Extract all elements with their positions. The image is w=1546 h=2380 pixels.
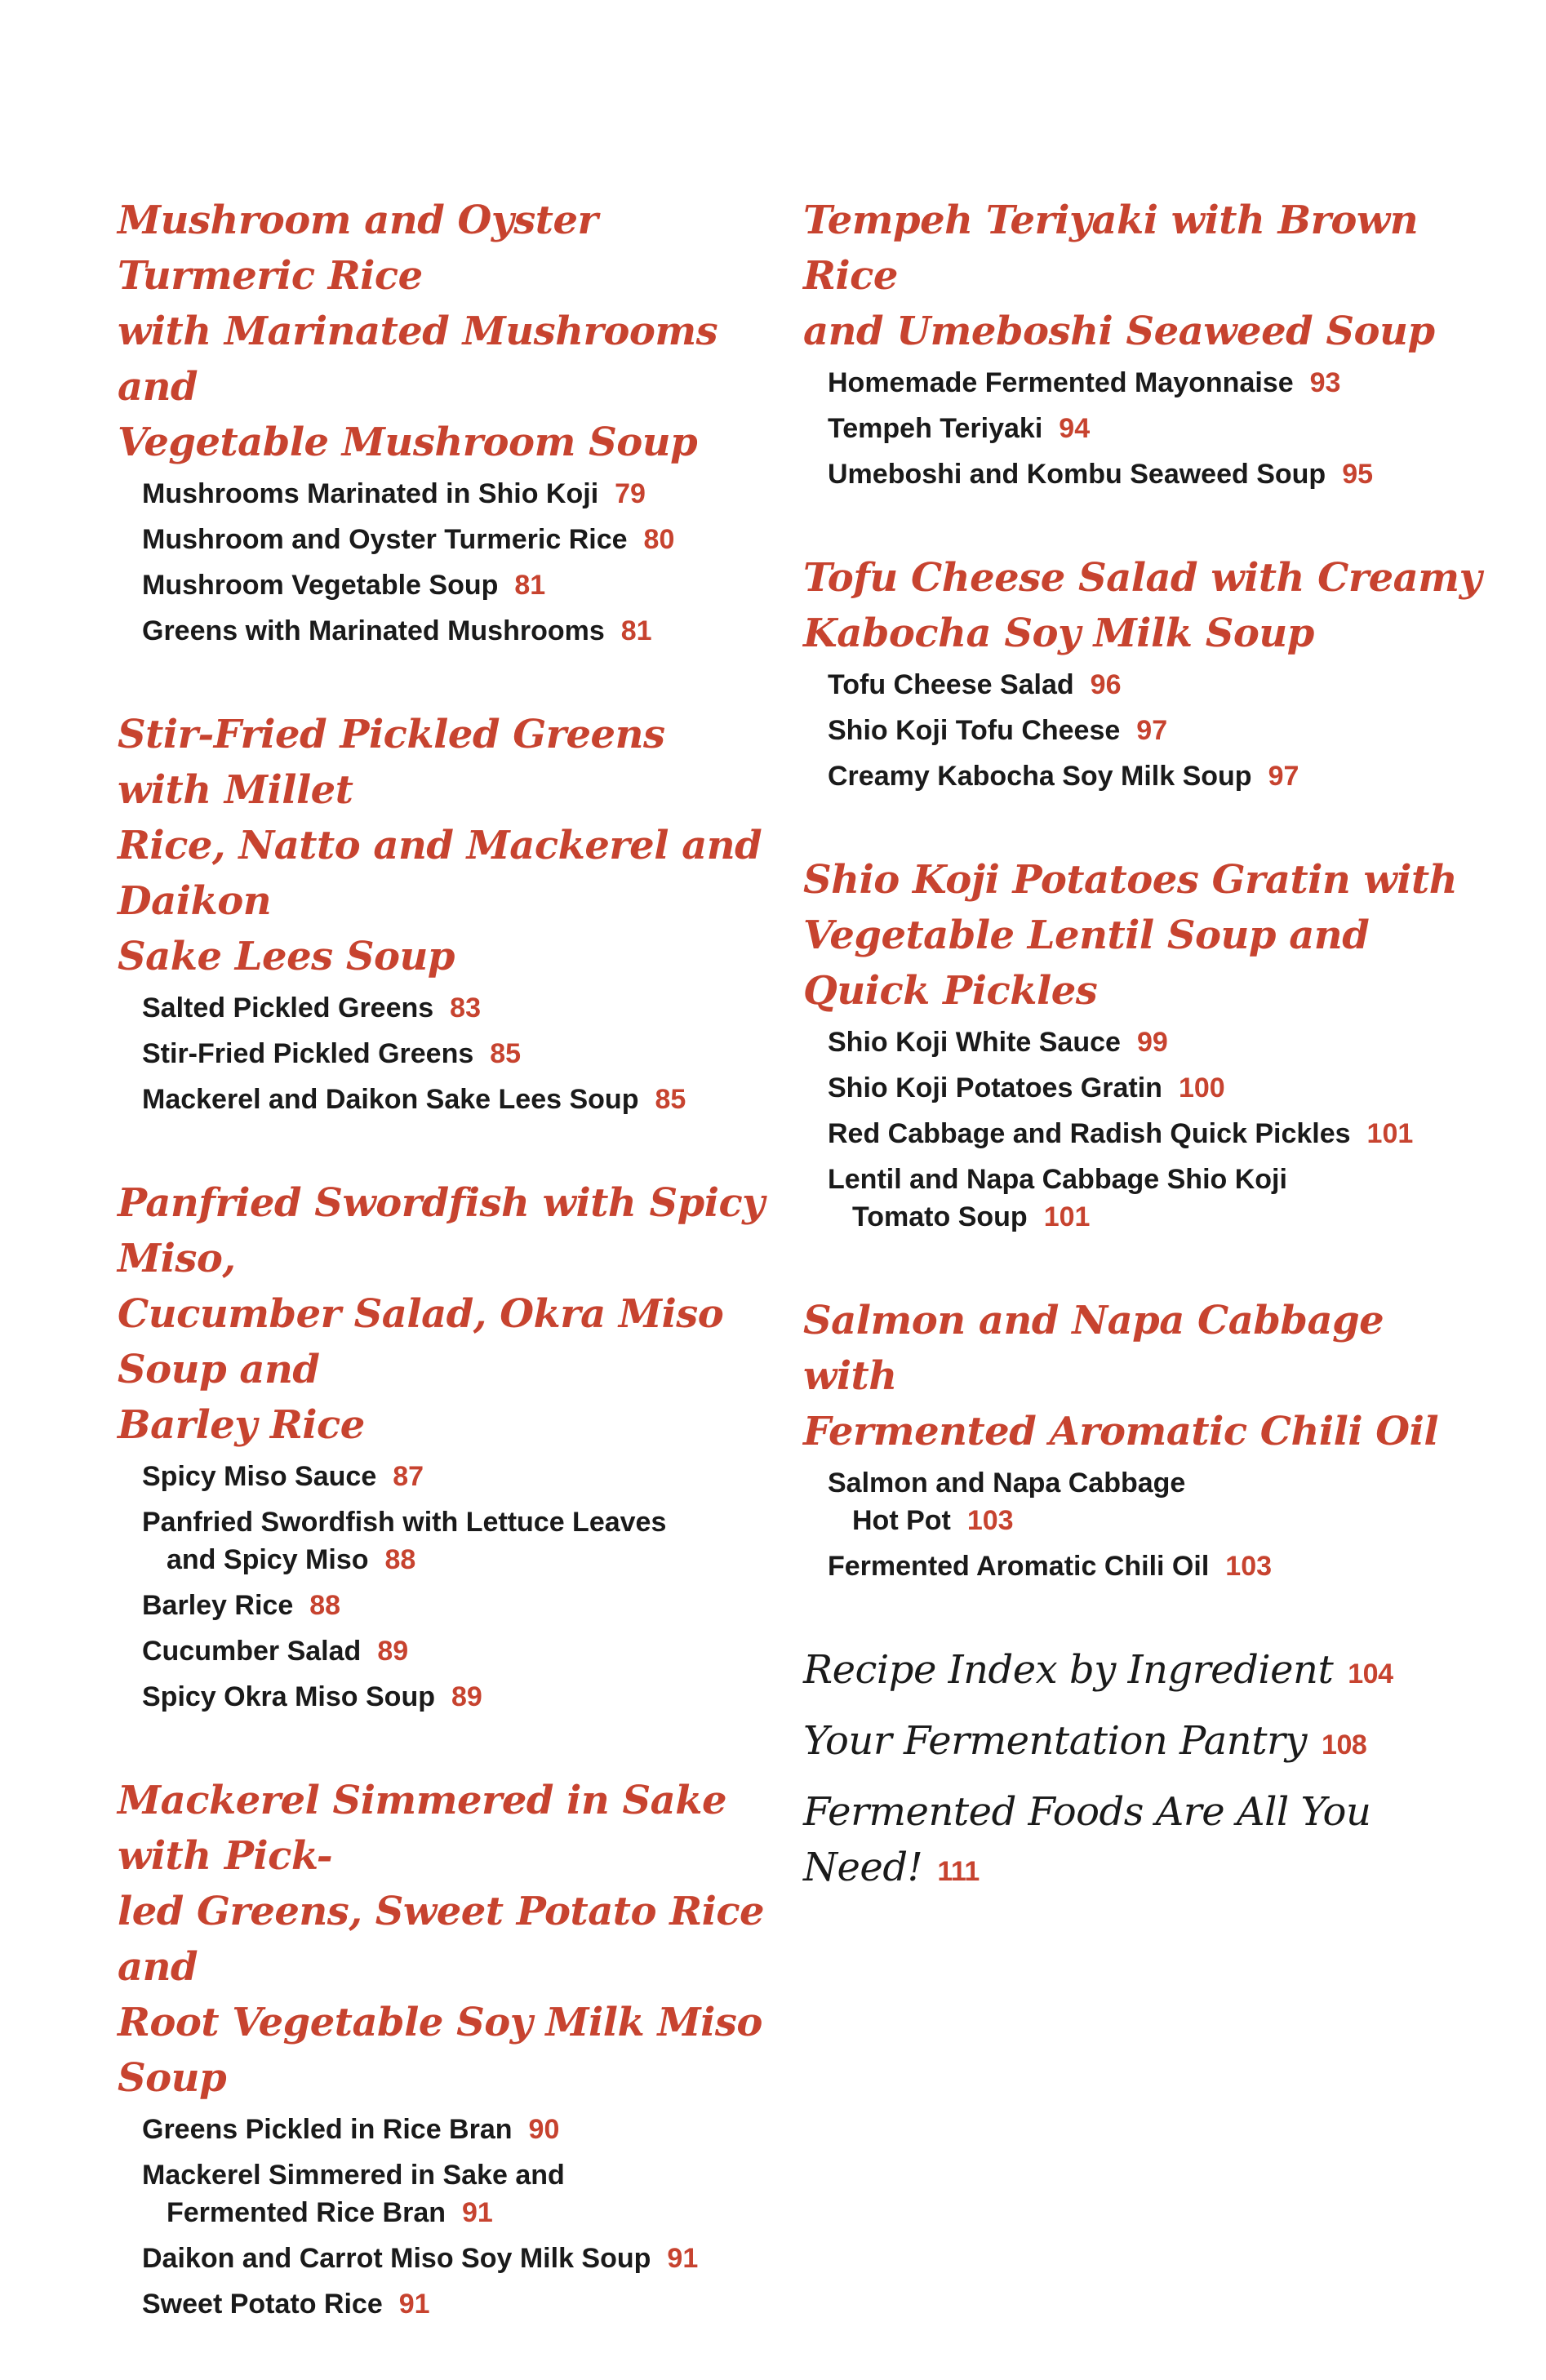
back-matter-list	[803, 1642, 1489, 1899]
recipe-entry[interactable]	[828, 1023, 1489, 1061]
recipe-entry[interactable]	[142, 1503, 771, 1579]
recipe-entry[interactable]	[828, 410, 1489, 447]
section-heading	[118, 707, 771, 984]
recipe-entry[interactable]	[828, 1115, 1489, 1152]
recipe-name: Mackerel Simmered in Sake and	[142, 2160, 565, 2191]
page-number: 101	[1366, 1118, 1414, 1149]
menu-section	[803, 193, 1489, 493]
recipe-entry[interactable]	[142, 2111, 771, 2148]
recipe-entry[interactable]	[142, 989, 771, 1027]
recipe-name: Barley Rice	[142, 1590, 294, 1621]
back-matter-entry[interactable]	[803, 1713, 1489, 1773]
section-heading	[803, 550, 1489, 661]
recipe-entry[interactable]	[828, 666, 1489, 704]
recipe-entry[interactable]	[142, 2240, 771, 2277]
page-number: 91	[462, 2197, 493, 2228]
page-number: 83	[450, 992, 481, 1023]
section-heading-line: Fermented Aromatic Chili Oil	[803, 1409, 1439, 1454]
page-number: 89	[451, 1681, 482, 1712]
recipe-entry[interactable]	[142, 1587, 771, 1624]
page-number: 91	[398, 2289, 430, 2320]
page-number: 95	[1342, 459, 1374, 490]
page-number: 99	[1136, 1027, 1168, 1058]
page-number: 94	[1059, 413, 1091, 444]
section-heading	[803, 193, 1489, 359]
recipe-name: Mushrooms Marinated in Shio Koji	[142, 478, 599, 509]
recipe-name: Lentil and Napa Cabbage Shio Koji	[828, 1164, 1287, 1195]
section-heading-line: Panfried Swordfish with Spicy Miso,	[118, 1180, 765, 1281]
section-heading	[803, 852, 1489, 1019]
page-number: 101	[1043, 1201, 1091, 1232]
page-number: 80	[643, 524, 675, 555]
recipe-name: Sweet Potato Rice	[142, 2289, 383, 2320]
recipe-name: Salted Pickled Greens	[142, 992, 434, 1023]
recipe-list	[118, 2111, 771, 2323]
recipe-entry[interactable]	[142, 1035, 771, 1072]
recipe-entry[interactable]	[142, 566, 771, 604]
recipe-entry[interactable]	[828, 757, 1489, 795]
section-heading-line: Salmon and Napa Cabbage with	[803, 1298, 1384, 1399]
recipe-entry[interactable]	[828, 712, 1489, 749]
page-number: 81	[514, 570, 546, 601]
section-heading-line: Barley Rice	[118, 1402, 365, 1448]
section-heading-line: Kabocha Soy Milk Soup	[803, 611, 1314, 656]
section-heading-line: Mackerel Simmered in Sake with Pick-	[118, 1778, 727, 1879]
recipe-name-continued	[142, 1541, 771, 1579]
section-heading-line: Mushroom and Oyster Turmeric Rice	[118, 198, 598, 299]
recipe-list	[803, 666, 1489, 795]
recipe-list	[118, 475, 771, 650]
section-heading-line: Vegetable Mushroom Soup	[118, 420, 698, 465]
recipe-entry[interactable]	[142, 612, 771, 650]
section-heading-line: Tofu Cheese Salad with Creamy	[803, 555, 1482, 601]
recipe-entry[interactable]	[142, 475, 771, 513]
recipe-name: Shio Koji Potatoes Gratin	[828, 1072, 1162, 1103]
recipe-entry[interactable]	[828, 364, 1489, 402]
recipe-name-cont-text: Fermented Rice Bran	[167, 2197, 446, 2228]
recipe-name: Panfried Swordfish with Lettuce Leaves	[142, 1507, 667, 1538]
menu-section	[803, 1293, 1489, 1585]
recipe-name-cont-text: Tomato Soup	[852, 1201, 1028, 1232]
recipe-name-cont-text: and Spicy Miso	[167, 1544, 369, 1575]
recipe-name-continued	[142, 2194, 771, 2231]
recipe-entry[interactable]	[828, 1069, 1489, 1107]
recipe-list	[118, 989, 771, 1118]
recipe-name: Tempeh Teriyaki	[828, 413, 1043, 444]
page-number: 88	[309, 1590, 341, 1621]
recipe-name-continued	[828, 1502, 1489, 1539]
recipe-name: Greens Pickled in Rice Bran	[142, 2114, 513, 2145]
page-number: 97	[1136, 715, 1168, 746]
recipe-name: Tofu Cheese Salad	[828, 669, 1074, 700]
recipe-entry[interactable]	[142, 1632, 771, 1670]
recipe-name: Red Cabbage and Radish Quick Pickles	[828, 1118, 1351, 1149]
menu-section	[803, 550, 1489, 795]
recipe-entry[interactable]	[142, 2156, 771, 2231]
section-heading	[803, 1293, 1489, 1459]
recipe-name: Spicy Miso Sauce	[142, 1461, 377, 1492]
section-heading-line: Stir-Fried Pickled Greens with Millet	[118, 712, 665, 813]
page-number: 88	[384, 1544, 416, 1575]
back-matter-title: Fermented Foods Are All You Need!	[803, 1789, 1371, 1890]
page-number: 79	[615, 478, 646, 509]
section-heading-line: and Umeboshi Seaweed Soup	[803, 309, 1435, 354]
recipe-entry[interactable]	[828, 1161, 1489, 1236]
recipe-name: Fermented Aromatic Chili Oil	[828, 1551, 1210, 1582]
recipe-list	[803, 1023, 1489, 1236]
menu-section	[118, 1773, 771, 2323]
recipe-name: Stir-Fried Pickled Greens	[142, 1038, 474, 1069]
recipe-entry[interactable]	[828, 1464, 1489, 1539]
recipe-name: Cucumber Salad	[142, 1636, 362, 1667]
recipe-entry[interactable]	[142, 2285, 771, 2323]
recipe-entry[interactable]	[828, 1547, 1489, 1585]
page-number: 81	[620, 615, 652, 646]
recipe-name: Mushroom and Oyster Turmeric Rice	[142, 524, 628, 555]
recipe-name: Mushroom Vegetable Soup	[142, 570, 499, 601]
section-heading-line: Tempeh Teriyaki with Brown Rice	[803, 198, 1419, 299]
left-column	[118, 193, 771, 2380]
menu-section	[118, 707, 771, 1118]
right-column	[803, 193, 1489, 1911]
menu-section	[118, 1175, 771, 1716]
recipe-name: Greens with Marinated Mushrooms	[142, 615, 605, 646]
section-heading-line: Vegetable Lentil Soup and Quick Pickles	[803, 912, 1370, 1014]
recipe-list	[803, 364, 1489, 493]
recipe-entry[interactable]	[142, 1678, 771, 1716]
recipe-entry[interactable]	[142, 1081, 771, 1118]
page-number: 85	[655, 1084, 686, 1115]
back-matter-title: Recipe Index by Ingredient	[803, 1647, 1334, 1693]
page-number: 103	[1225, 1551, 1273, 1582]
page-number: 111	[937, 1856, 980, 1887]
recipe-entry[interactable]	[828, 455, 1489, 493]
recipe-name: Shio Koji White Sauce	[828, 1027, 1121, 1058]
page-number: 96	[1090, 669, 1122, 700]
recipe-name: Umeboshi and Kombu Seaweed Soup	[828, 459, 1326, 490]
recipe-name: Mackerel and Daikon Sake Lees Soup	[142, 1084, 639, 1115]
recipe-name: Shio Koji Tofu Cheese	[828, 715, 1121, 746]
recipe-name: Daikon and Carrot Miso Soy Milk Soup	[142, 2243, 651, 2274]
page-number: 104	[1348, 1658, 1393, 1690]
recipe-name: Creamy Kabocha Soy Milk Soup	[828, 761, 1252, 792]
section-heading-line: Rice, Natto and Mackerel and Daikon	[118, 823, 762, 924]
page-number: 85	[490, 1038, 522, 1069]
recipe-list	[118, 1458, 771, 1716]
page-number: 90	[528, 2114, 560, 2145]
back-matter-title: Your Fermentation Pantry	[803, 1718, 1308, 1764]
page-number: 108	[1322, 1729, 1367, 1761]
page-number: 100	[1178, 1072, 1225, 1103]
recipe-list	[803, 1464, 1489, 1585]
section-heading-line: Root Vegetable Soy Milk Miso Soup	[118, 2000, 762, 2101]
page-number: 91	[667, 2243, 699, 2274]
menu-section	[118, 193, 771, 650]
recipe-entry[interactable]	[142, 1458, 771, 1495]
page-number: 87	[393, 1461, 424, 1492]
page-number: 93	[1309, 367, 1341, 398]
recipe-name-cont-text: Hot Pot	[852, 1505, 951, 1536]
recipe-name: Spicy Okra Miso Soup	[142, 1681, 435, 1712]
section-heading	[118, 193, 771, 470]
recipe-name: Salmon and Napa Cabbage	[828, 1468, 1186, 1499]
recipe-name: Homemade Fermented Mayonnaise	[828, 367, 1294, 398]
section-heading-line: led Greens, Sweet Potato Rice and	[118, 1889, 765, 1990]
recipe-name-continued	[828, 1198, 1489, 1236]
section-heading-line: Cucumber Salad, Okra Miso Soup and	[118, 1291, 724, 1392]
section-heading	[118, 1773, 771, 2106]
recipe-entry[interactable]	[142, 521, 771, 558]
page-number: 103	[966, 1505, 1014, 1536]
menu-section	[803, 852, 1489, 1236]
section-heading-line: with Marinated Mushrooms and	[118, 309, 718, 410]
page-number: 89	[377, 1636, 409, 1667]
back-matter-entry[interactable]	[803, 1642, 1489, 1702]
page-number: 97	[1268, 761, 1299, 792]
back-matter-entry[interactable]	[803, 1784, 1489, 1899]
section-heading-line: Shio Koji Potatoes Gratin with	[803, 857, 1458, 903]
section-heading	[118, 1175, 771, 1453]
section-heading-line: Sake Lees Soup	[118, 934, 455, 979]
